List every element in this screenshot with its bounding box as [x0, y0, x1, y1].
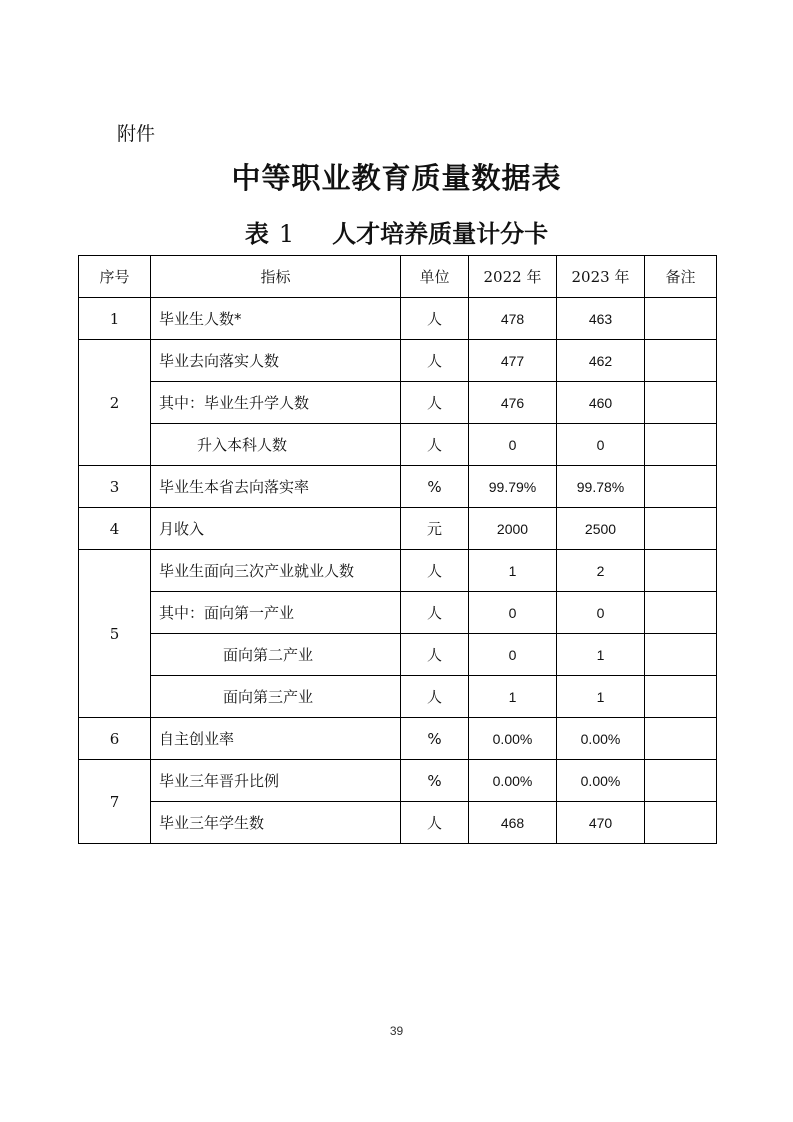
value-2023-cell: 0.00% — [557, 760, 645, 802]
indicator-cell: 其中：毕业生升学人数 — [151, 382, 401, 424]
unit-cell: % — [401, 718, 469, 760]
value-2023-cell: 1 — [557, 676, 645, 718]
note-cell — [645, 592, 717, 634]
value-2022-cell: 2000 — [469, 508, 557, 550]
value-2023-cell: 462 — [557, 340, 645, 382]
seq-cell: 1 — [79, 298, 151, 340]
indicator-cell: 面向第三产业 — [151, 676, 401, 718]
table-row — [79, 634, 717, 676]
header-seq: 序号 — [79, 256, 151, 298]
note-cell — [645, 466, 717, 508]
table-caption-prefix: 表 — [244, 220, 269, 248]
value-2023-cell: 463 — [557, 298, 645, 340]
value-2022-cell: 0.00% — [469, 718, 557, 760]
quality-data-table — [78, 255, 717, 844]
indicator-cell: 毕业去向落实人数 — [151, 340, 401, 382]
table-header-row — [79, 256, 717, 298]
indicator-cell: 毕业三年晋升比例 — [151, 760, 401, 802]
note-cell — [645, 382, 717, 424]
note-cell — [645, 760, 717, 802]
table-caption — [0, 214, 793, 254]
table-row — [79, 550, 717, 592]
unit-cell: 人 — [401, 298, 469, 340]
note-cell — [645, 676, 717, 718]
unit-cell: 人 — [401, 676, 469, 718]
unit-cell: 人 — [401, 802, 469, 844]
value-2022-cell: 468 — [469, 802, 557, 844]
value-2022-cell: 0 — [469, 592, 557, 634]
note-cell — [645, 298, 717, 340]
table-row — [79, 676, 717, 718]
indicator-cell: 面向第二产业 — [151, 634, 401, 676]
unit-cell: 人 — [401, 634, 469, 676]
indicator-cell: 自主创业率 — [151, 718, 401, 760]
page-number: 39 — [389, 1024, 404, 1038]
seq-cell: 4 — [79, 508, 151, 550]
value-2022-cell: 476 — [469, 382, 557, 424]
value-2023-cell: 2500 — [557, 508, 645, 550]
page-title: 中等职业教育质量数据表 — [231, 161, 562, 195]
note-cell — [645, 424, 717, 466]
unit-cell: 人 — [401, 592, 469, 634]
table-row — [79, 298, 717, 340]
value-2023-cell: 99.78% — [557, 466, 645, 508]
unit-cell: 人 — [401, 424, 469, 466]
unit-cell: % — [401, 760, 469, 802]
value-2023-cell: 1 — [557, 634, 645, 676]
table-caption-number: 1 — [278, 220, 295, 248]
table-row — [79, 382, 717, 424]
value-2023-cell: 0 — [557, 424, 645, 466]
note-cell — [645, 634, 717, 676]
indicator-cell: 毕业生人数* — [151, 298, 401, 340]
note-cell — [645, 550, 717, 592]
header-2022: 2022 年 — [469, 256, 557, 298]
header-note: 备注 — [645, 256, 717, 298]
indicator-cell: 毕业三年学生数 — [151, 802, 401, 844]
table-row — [79, 718, 717, 760]
unit-cell: 人 — [401, 382, 469, 424]
indicator-cell: 月收入 — [151, 508, 401, 550]
seq-cell: 3 — [79, 466, 151, 508]
table-caption-name: 人才培养质量计分卡 — [332, 220, 549, 248]
seq-cell: 2 — [79, 340, 151, 466]
attachment-label: 附件 — [117, 123, 156, 145]
unit-cell: 元 — [401, 508, 469, 550]
table-row — [79, 760, 717, 802]
value-2022-cell: 0 — [469, 424, 557, 466]
note-cell — [645, 508, 717, 550]
seq-cell: 5 — [79, 550, 151, 718]
value-2023-cell: 0 — [557, 592, 645, 634]
seq-cell: 6 — [79, 718, 151, 760]
header-unit: 单位 — [401, 256, 469, 298]
value-2023-cell: 0.00% — [557, 718, 645, 760]
header-indicator: 指标 — [151, 256, 401, 298]
unit-cell: % — [401, 466, 469, 508]
indicator-cell: 其中：面向第一产业 — [151, 592, 401, 634]
value-2022-cell: 477 — [469, 340, 557, 382]
seq-cell: 7 — [79, 760, 151, 844]
note-cell — [645, 340, 717, 382]
value-2023-cell: 470 — [557, 802, 645, 844]
value-2023-cell: 460 — [557, 382, 645, 424]
unit-cell: 人 — [401, 340, 469, 382]
table-row — [79, 466, 717, 508]
table-row — [79, 340, 717, 382]
table-row — [79, 802, 717, 844]
indicator-cell: 毕业生本省去向落实率 — [151, 466, 401, 508]
value-2022-cell: 1 — [469, 550, 557, 592]
unit-cell: 人 — [401, 550, 469, 592]
indicator-cell: 毕业生面向三次产业就业人数 — [151, 550, 401, 592]
header-2023: 2023 年 — [557, 256, 645, 298]
value-2022-cell: 478 — [469, 298, 557, 340]
value-2022-cell: 0.00% — [469, 760, 557, 802]
table-row — [79, 508, 717, 550]
value-2022-cell: 99.79% — [469, 466, 557, 508]
note-cell — [645, 802, 717, 844]
note-cell — [645, 718, 717, 760]
value-2023-cell: 2 — [557, 550, 645, 592]
table-row — [79, 424, 717, 466]
table-row — [79, 592, 717, 634]
value-2022-cell: 0 — [469, 634, 557, 676]
indicator-cell: 升入本科人数 — [151, 424, 401, 466]
value-2022-cell: 1 — [469, 676, 557, 718]
